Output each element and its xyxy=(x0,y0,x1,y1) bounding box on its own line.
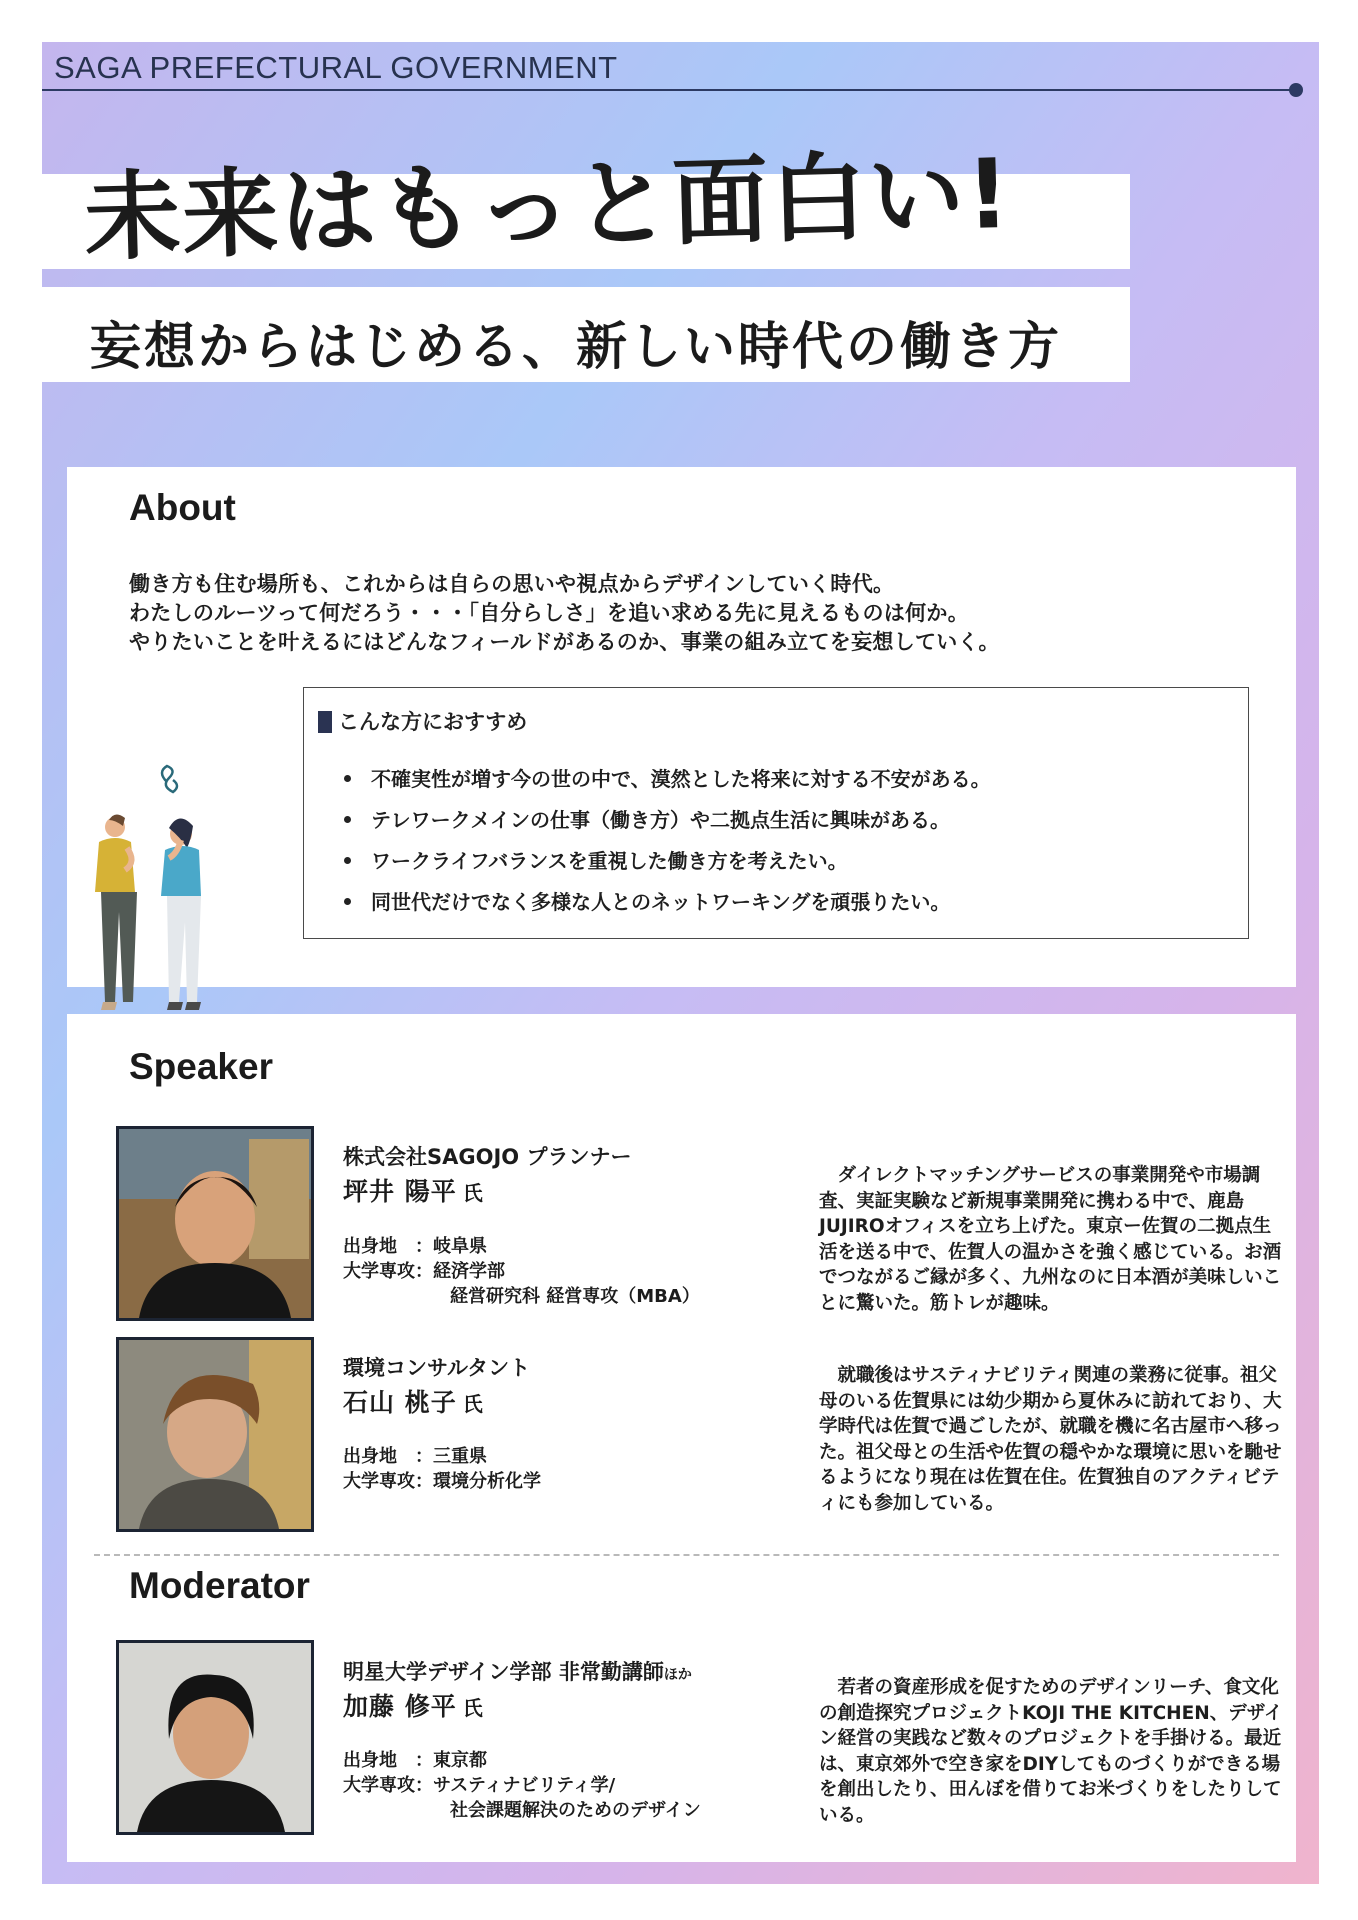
moderator-portrait-image xyxy=(119,1643,311,1832)
dashed-divider xyxy=(94,1554,1279,1556)
speaker-profile xyxy=(343,1234,700,1309)
list-item xyxy=(344,886,991,927)
speaker-portrait-image xyxy=(119,1129,311,1318)
two-people-illustration xyxy=(69,762,239,1032)
honorific: 氏 xyxy=(462,1181,484,1205)
moderator-profile xyxy=(343,1748,701,1823)
moderator-name xyxy=(343,1687,484,1723)
moderator-photo xyxy=(116,1640,314,1835)
speaker-bio: 就職後はサスティナビリティ関連の業務に従事。祖父母のいる佐賀県には幼少期から夏休みに訪れており、大学時代は佐賀で過ごしたが、就職を機に名古屋市へ移った。祖父母との生活や佐賀の穏やかな環境に思いを馳せるようになり現在は佐賀在住。佐賀独自のアクティビティにも参加している。 xyxy=(819,1365,1282,1514)
poster xyxy=(42,42,1319,1884)
major: 大学専攻：環境分析化学 xyxy=(343,1471,541,1492)
bullet-icon xyxy=(344,898,351,905)
about-line: わたしのルーツって何だろう・・・「自分らしさ」を追い求める先に見えるものは何か。 xyxy=(129,601,970,625)
major-detail: 社会課題解決のためのデザイン xyxy=(450,1800,701,1821)
origin: 出身地 ：東京都 xyxy=(343,1750,487,1771)
bullet-icon xyxy=(344,816,351,823)
list-item-text: ワークライフバランスを重視した働き方を考えたい。 xyxy=(371,849,848,873)
speaker-heading: Speaker xyxy=(129,1046,273,1087)
speaker-section xyxy=(67,1014,1296,1862)
recommendation-list xyxy=(344,763,991,927)
list-item-text: 同世代だけでなく多様な人とのネットワーキングを頑張りたい。 xyxy=(371,890,951,914)
major-detail: 経営研究科 経営専攻（MBA） xyxy=(450,1286,700,1307)
major: 大学専攻：サスティナビリティ学/ xyxy=(343,1775,616,1796)
header-rule xyxy=(42,89,1296,91)
moderator-heading: Moderator xyxy=(129,1565,310,1606)
speaker-name xyxy=(343,1172,484,1208)
organization-name: SAGA PREFECTURAL GOVERNMENT xyxy=(54,50,618,85)
moderator-role xyxy=(343,1656,692,1686)
honorific: 氏 xyxy=(462,1696,484,1720)
about-line: やりたいことを叶えるにはどんなフィールドがあるのか、事業の組み立てを妄想していく。 xyxy=(129,630,1000,654)
speaker-profile xyxy=(343,1444,541,1494)
speaker-name xyxy=(343,1383,484,1419)
origin: 出身地 ：岐阜県 xyxy=(343,1236,487,1257)
list-item xyxy=(344,763,991,804)
speaker-role: 環境コンサルタント xyxy=(343,1356,531,1380)
bullet-icon xyxy=(344,857,351,864)
moderator-role-suffix: ほか xyxy=(663,1667,692,1683)
moderator-role-text: 明星大学デザイン学部 非常勤講師 xyxy=(343,1660,664,1684)
speaker-photo xyxy=(116,1337,314,1532)
origin: 出身地 ：三重県 xyxy=(343,1446,487,1467)
speaker-portrait-image xyxy=(119,1340,311,1529)
speaker-bio: ダイレクトマッチングサービスの事業開発や市場調査、実証実験など新規事業開発に携わる中で、鹿島JUJIROオフィスを立ち上げた。東京ー佐賀の二拠点生活を送る中で、佐賀人の温かさを強く感じている。お酒でつながるご縁が多く、九州なのに日本酒が美味しいことに驚いた。筋トレが趣味。 xyxy=(819,1165,1282,1314)
major: 大学専攻：経済学部 xyxy=(343,1261,505,1282)
recommendation-title-text: こんな方におすすめ xyxy=(338,710,528,734)
about-section xyxy=(67,467,1296,987)
speaker-name-text: 石山 桃子 xyxy=(343,1388,457,1417)
bullet-icon xyxy=(344,775,351,782)
list-item xyxy=(344,845,991,886)
square-bullet-icon xyxy=(318,711,332,733)
recommendation-title xyxy=(318,706,527,736)
list-item-text: 不確実性が増す今の世の中で、漠然とした将来に対する不安がある。 xyxy=(371,767,991,791)
main-title: 未来はもっと面白い! xyxy=(82,137,1014,275)
speaker-photo xyxy=(116,1126,314,1321)
about-line: 働き方も住む場所も、これからは自らの思いや視点からデザインしていく時代。 xyxy=(129,572,895,596)
header-rule-dot xyxy=(1289,83,1303,97)
subtitle-box xyxy=(42,287,1130,382)
subtitle: 妄想からはじめる、新しい時代の働き方 xyxy=(90,318,1063,377)
honorific: 氏 xyxy=(462,1392,484,1416)
about-description xyxy=(129,570,1000,657)
moderator-name-text: 加藤 修平 xyxy=(343,1692,457,1721)
list-item xyxy=(344,804,991,845)
moderator-bio: 若者の資産形成を促すためのデザインリーチ、食文化の創造探究プロジェクトKOJI THE KITCHEN、デザイン経営の実践など数々のプロジェクトを手掛ける。最近は、東京郊外で空き家をDIYしてものづくりができる場を創出したり、田んぼを借りてお米づくりをしたりしている。 xyxy=(819,1677,1283,1826)
list-item-text: テレワークメインの仕事（働き方）や二拠点生活に興味がある。 xyxy=(371,808,950,832)
recommendation-box xyxy=(303,687,1249,939)
speaker-name-text: 坪井 陽平 xyxy=(343,1177,457,1206)
speaker-role: 株式会社SAGOJO プランナー xyxy=(343,1145,632,1169)
about-heading: About xyxy=(129,487,236,528)
